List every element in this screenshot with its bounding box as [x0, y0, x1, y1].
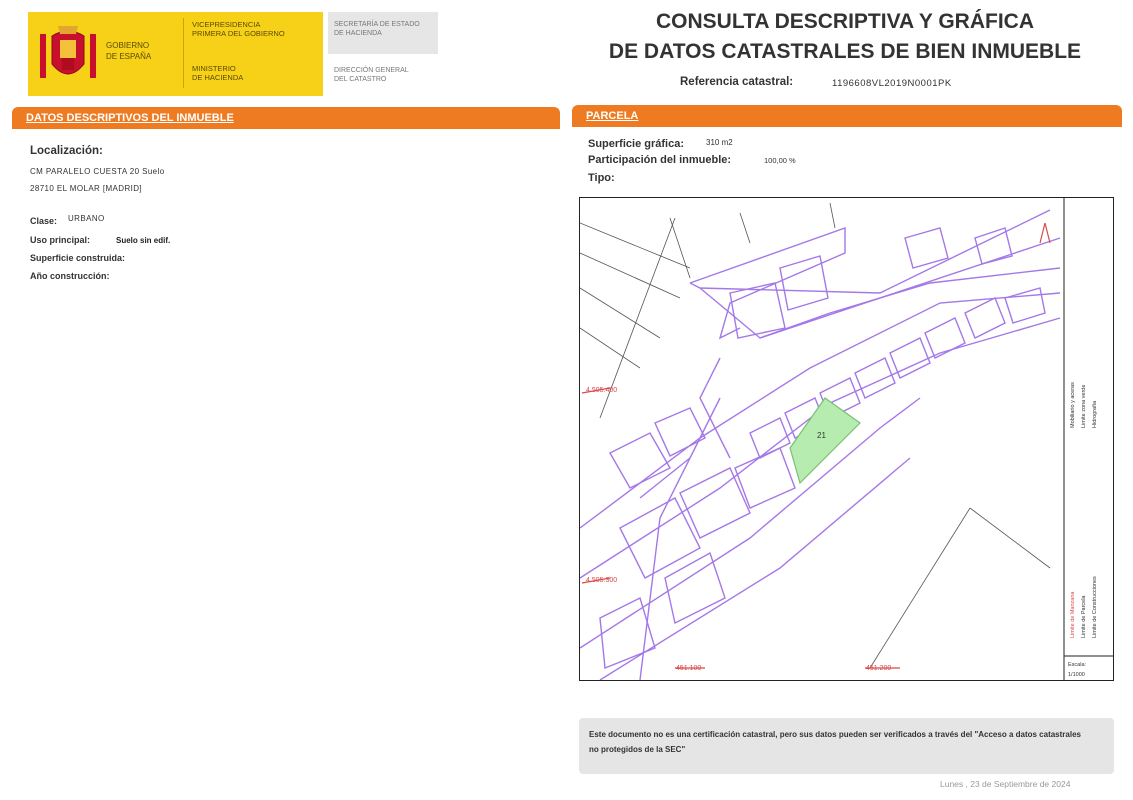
government-name: [106, 40, 176, 62]
page-title-line1: CONSULTA DESCRIPTIVA Y GRÁFICA: [655, 10, 1035, 33]
main-use-value: Suelo sin edif.: [116, 236, 171, 245]
legend-block-limit: Limite de Manzana: [1070, 591, 1076, 638]
participation-value: 100,00 %: [764, 156, 796, 165]
vp-line1: VICEPRESIDENCIA: [192, 20, 261, 29]
logo-divider: [183, 18, 184, 88]
min-line1: MINISTERIO: [192, 64, 236, 73]
participation-label: Participación del inmueble:: [588, 154, 732, 166]
vp-line2: PRIMERA DEL GOBIERNO: [192, 29, 285, 38]
ministry-name: [192, 64, 317, 82]
graphic-area-value: 310 m2: [706, 138, 733, 147]
cadastral-map[interactable]: [579, 197, 1114, 681]
page-title-line2: DE DATOS CATASTRALES DE BIEN INMUEBLE: [608, 40, 1082, 63]
parcel-number: 21: [817, 431, 826, 440]
map-drawing: [580, 198, 1113, 680]
gov-line2: DE ESPAÑA: [106, 52, 152, 61]
sec-line1: SECRETARÍA DE ESTADO: [334, 21, 420, 28]
scale-label: Escala:: [1068, 662, 1087, 668]
secretary-name: [334, 20, 434, 38]
map-coord-x1: 451.100: [676, 665, 702, 672]
gov-line1: GOBIERNO: [106, 41, 150, 50]
legend-building-limit: Limite de Construcciones: [1092, 576, 1098, 638]
map-coord-top: 4.505.400: [586, 387, 618, 394]
min-line2: DE HACIENDA: [192, 73, 244, 82]
location-label: Localización:: [30, 145, 103, 157]
cadastral-ref-value: 1196608VL2019N0001PK: [832, 78, 952, 89]
directorate-name: [334, 66, 434, 84]
cadastral-ref-label: Referencia catastral:: [680, 76, 794, 88]
notice-text: Este documento no es una certificación catastral, pero sus datos pueden ser verificados a través del "Acceso a datos catastrales no protegidos de la SEC": [589, 730, 1081, 754]
legend-parcel-limit: Limite de Parcela: [1081, 595, 1087, 638]
map-coord-x2: 451.200: [866, 665, 892, 672]
document-date: Lunes , 23 de Septiembre de 2024: [940, 779, 1071, 789]
section-bar-parcel: PARCELA: [572, 105, 1122, 127]
graphic-area-label: Superficie gráfica:: [588, 138, 684, 150]
legend-furniture: Mobiliario y aceras: [1070, 382, 1076, 428]
class-label: Clase:: [30, 216, 58, 226]
address-line2: 28710 EL MOLAR [MADRID]: [30, 184, 143, 193]
address-line1: CM PARALELO CUESTA 20 Suelo: [30, 167, 165, 176]
legend-green-zone: Limite zona verde: [1081, 384, 1087, 428]
built-area-label: Superficie construida:: [30, 253, 126, 263]
build-year-label: Año construcción:: [30, 271, 110, 281]
vicepresidency-name: [192, 20, 317, 38]
sec-line2: DE HACIENDA: [334, 30, 382, 37]
coat-of-arms-icon: [36, 22, 100, 88]
main-use-label: Uso principal:: [30, 235, 91, 245]
scale-value: 1/1000: [1068, 672, 1085, 678]
class-value: URBANO: [68, 214, 105, 223]
dg-line1: DIRECCIÓN GENERAL: [334, 67, 409, 74]
type-label: Tipo:: [588, 172, 615, 184]
legend-hydrography: Hidrografía: [1092, 400, 1098, 428]
map-coord-bottom: 4.505.300: [586, 577, 618, 584]
section-bar-descriptive: DATOS DESCRIPTIVOS DEL INMUEBLE: [12, 107, 560, 129]
dg-line2: DEL CATASTRO: [334, 76, 387, 83]
